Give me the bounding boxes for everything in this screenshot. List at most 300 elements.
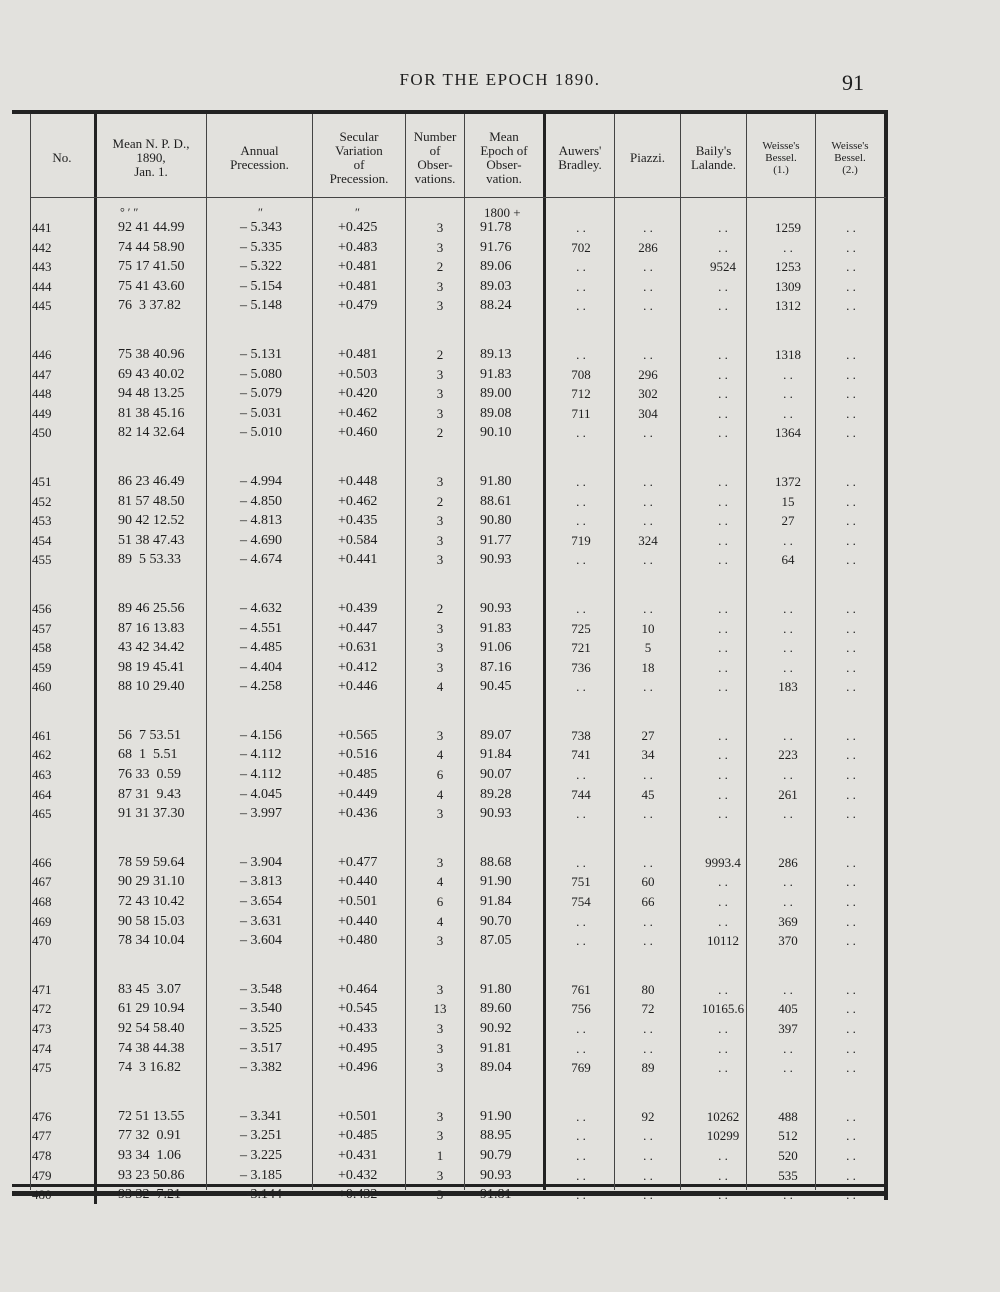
cell-baily: 10112	[706, 933, 740, 949]
cell-annual: – 5.335	[240, 239, 282, 255]
cell-weisse-1: 15	[781, 493, 795, 509]
cell-observations: 3	[436, 239, 444, 255]
cell-epoch: 91.06	[480, 640, 512, 656]
cell-baily: . .	[718, 640, 728, 656]
cell-epoch: 88.24	[480, 298, 512, 314]
cell-weisse-1: 370	[778, 933, 798, 949]
table-row	[0, 1001, 886, 1021]
cell-piazzi: 45	[641, 786, 655, 802]
cell-observations: 3	[436, 659, 444, 675]
cell-number: 477	[32, 1128, 52, 1144]
cell-number: 464	[32, 786, 52, 802]
cell-secular: +0.479	[338, 298, 378, 314]
cell-secular: +0.441	[338, 552, 378, 568]
cell-npd: 74 3 16.82	[118, 1060, 181, 1076]
cell-baily: 10262	[706, 1108, 740, 1124]
cell-weisse-2: . .	[846, 493, 856, 509]
cell-piazzi: . .	[643, 259, 653, 275]
table-body	[0, 220, 886, 1236]
cell-piazzi: . .	[643, 220, 653, 235]
cell-baily: . .	[718, 473, 728, 489]
cell-annual: – 5.010	[240, 425, 282, 441]
cell-npd: 81 57 48.50	[118, 493, 185, 509]
cell-annual: – 4.813	[240, 513, 282, 529]
cell-epoch: 91.90	[480, 1108, 512, 1124]
cell-secular: +0.501	[338, 1108, 378, 1124]
cell-baily: . .	[718, 278, 728, 294]
cell-weisse-2: . .	[846, 1021, 856, 1036]
cell-npd: 74 38 44.38	[118, 1040, 185, 1056]
cell-secular: +0.496	[338, 1060, 378, 1076]
cell-auwers: . .	[576, 259, 586, 275]
cell-observations: 3	[436, 806, 444, 822]
cell-weisse-1: 512	[778, 1128, 798, 1144]
cell-piazzi: 304	[638, 405, 658, 421]
cell-weisse-1: 64	[781, 552, 795, 568]
table-row	[0, 1187, 886, 1207]
cell-epoch: 90.80	[480, 513, 512, 529]
table-row	[0, 367, 886, 387]
cell-npd: 78 59 59.64	[118, 854, 185, 870]
cell-npd: 92 54 58.40	[118, 1021, 185, 1036]
cell-weisse-2: . .	[846, 239, 856, 255]
cell-auwers: . .	[576, 854, 586, 870]
cell-npd: 68 1 5.51	[118, 747, 178, 763]
cell-piazzi: . .	[643, 473, 653, 489]
cell-npd: 72 43 10.42	[118, 894, 185, 910]
cell-piazzi: . .	[643, 298, 653, 314]
cell-epoch: 91.76	[480, 239, 512, 255]
cell-secular: +0.440	[338, 874, 378, 890]
table-row	[0, 386, 886, 406]
cell-secular: +0.631	[338, 640, 378, 656]
row-group	[0, 601, 886, 699]
cell-weisse-1: 223	[778, 747, 798, 763]
header-rule	[30, 197, 886, 198]
cell-epoch: 89.28	[480, 786, 512, 802]
table-row	[0, 874, 886, 894]
cell-epoch: 90.45	[480, 679, 512, 695]
cell-auwers: . .	[576, 806, 586, 822]
cell-auwers: . .	[576, 1147, 586, 1163]
row-group	[0, 220, 886, 318]
cell-number: 442	[32, 239, 52, 255]
table-row	[0, 533, 886, 553]
cell-piazzi: . .	[643, 600, 653, 616]
cell-epoch: 91.81	[480, 1187, 512, 1203]
cell-annual: – 5.154	[240, 278, 282, 294]
cell-piazzi: . .	[643, 552, 653, 568]
table-row	[0, 982, 886, 1002]
cell-number: 469	[32, 913, 52, 929]
cell-weisse-1: 1253	[775, 259, 801, 275]
cell-weisse-1: . .	[783, 1040, 793, 1056]
cell-weisse-1: . .	[783, 640, 793, 656]
cell-weisse-1: . .	[783, 981, 793, 997]
cell-weisse-2: . .	[846, 220, 856, 235]
cell-secular: +0.481	[338, 259, 378, 275]
cell-npd: 69 43 40.02	[118, 366, 185, 382]
cell-baily: . .	[718, 913, 728, 929]
cell-weisse-1: 183	[778, 679, 798, 695]
cell-secular: +0.481	[338, 278, 378, 294]
cell-epoch: 91.78	[480, 220, 512, 235]
cell-auwers: . .	[576, 913, 586, 929]
cell-epoch: 90.79	[480, 1147, 512, 1163]
header-npd: Mean N. P. D., 1890, Jan. 1.	[112, 136, 190, 179]
table-row	[0, 494, 886, 514]
cell-auwers: . .	[576, 1187, 586, 1203]
table-row	[0, 552, 886, 572]
header-epoch: Mean Epoch of Obser- vation.	[480, 129, 528, 186]
cell-weisse-2: . .	[846, 532, 856, 548]
cell-secular: +0.483	[338, 239, 378, 255]
cell-weisse-2: . .	[846, 874, 856, 890]
cell-weisse-2: . .	[846, 1040, 856, 1056]
cell-secular: +0.431	[338, 1147, 378, 1163]
cell-epoch: 89.13	[480, 346, 512, 362]
cell-npd: 89 46 25.56	[118, 600, 185, 616]
cell-piazzi: 72	[641, 1001, 655, 1017]
cell-epoch: 91.80	[480, 981, 512, 997]
cell-auwers: 725	[571, 620, 591, 636]
cell-number: 453	[32, 513, 52, 529]
cell-baily: . .	[718, 1187, 728, 1203]
cell-number: 466	[32, 854, 52, 870]
cell-weisse-2: . .	[846, 913, 856, 929]
cell-secular: +0.462	[338, 405, 378, 421]
cell-weisse-2: . .	[846, 854, 856, 870]
cell-baily: . .	[718, 298, 728, 314]
cell-observations: 2	[436, 600, 444, 616]
cell-secular: +0.446	[338, 679, 378, 695]
cell-baily: . .	[718, 620, 728, 636]
cell-weisse-2: . .	[846, 278, 856, 294]
cell-secular: +0.503	[338, 366, 378, 382]
table-row	[0, 894, 886, 914]
cell-npd: 87 31 9.43	[118, 786, 181, 802]
cell-annual: – 5.148	[240, 298, 282, 314]
cell-piazzi: 302	[638, 386, 658, 402]
cell-weisse-1: 1372	[775, 473, 801, 489]
cell-npd: 90 42 12.52	[118, 513, 185, 529]
cell-epoch: 88.61	[480, 493, 512, 509]
cell-npd: 61 29 10.94	[118, 1001, 185, 1017]
table-row	[0, 767, 886, 787]
cell-observations: 3	[436, 1167, 444, 1183]
row-group	[0, 982, 886, 1080]
cell-piazzi: . .	[643, 1147, 653, 1163]
cell-epoch: 90.92	[480, 1021, 512, 1036]
cell-number: 478	[32, 1147, 52, 1163]
cell-observations: 3	[436, 298, 444, 314]
cell-auwers: 751	[571, 874, 591, 890]
cell-number: 467	[32, 874, 52, 890]
cell-weisse-2: . .	[846, 600, 856, 616]
cell-epoch: 91.83	[480, 366, 512, 382]
table-row	[0, 406, 886, 426]
cell-epoch: 91.84	[480, 747, 512, 763]
cell-weisse-2: . .	[846, 346, 856, 362]
cell-piazzi: . .	[643, 425, 653, 441]
cell-piazzi: 324	[638, 532, 658, 548]
cell-weisse-2: . .	[846, 1001, 856, 1017]
cell-secular: +0.460	[338, 425, 378, 441]
cell-annual: – 3.540	[240, 1001, 282, 1017]
cell-annual: – 4.112	[240, 767, 282, 783]
cell-baily: 10165.6	[701, 1001, 745, 1017]
cell-auwers: 711	[571, 405, 591, 421]
cell-auwers: 756	[571, 1001, 591, 1017]
cell-auwers: 712	[571, 386, 591, 402]
cell-number: 458	[32, 640, 52, 656]
cell-secular: +0.435	[338, 513, 378, 529]
cell-piazzi: . .	[643, 913, 653, 929]
cell-weisse-2: . .	[846, 679, 856, 695]
cell-number: 456	[32, 600, 52, 616]
cell-baily: 10299	[706, 1128, 740, 1144]
unit-npd: ° ′ ″	[120, 205, 139, 219]
cell-weisse-1: . .	[783, 239, 793, 255]
cell-baily: . .	[718, 894, 728, 910]
unit-annual: ″	[258, 205, 263, 219]
cell-number: 449	[32, 405, 52, 421]
cell-auwers: 744	[571, 786, 591, 802]
cell-piazzi: . .	[643, 1040, 653, 1056]
cell-epoch: 89.60	[480, 1001, 512, 1017]
cell-auwers: 736	[571, 659, 591, 675]
cell-auwers: . .	[576, 346, 586, 362]
cell-epoch: 89.04	[480, 1060, 512, 1076]
cell-npd: 83 45 3.07	[118, 981, 181, 997]
cell-observations: 3	[436, 513, 444, 529]
cell-annual: – 4.045	[240, 786, 282, 802]
cell-annual: – 5.322	[240, 259, 282, 275]
cell-weisse-2: . .	[846, 513, 856, 529]
cell-auwers: 721	[571, 640, 591, 656]
cell-weisse-1: 261	[778, 786, 798, 802]
cell-baily: . .	[718, 366, 728, 382]
cell-observations: 4	[436, 874, 444, 890]
cell-annual: – 4.690	[240, 532, 282, 548]
cell-weisse-1: 535	[778, 1167, 798, 1183]
cell-number: 444	[32, 278, 52, 294]
table-row	[0, 1021, 886, 1041]
row-group	[0, 1109, 886, 1207]
cell-npd: 92 41 44.99	[118, 220, 185, 235]
cell-npd: 81 38 45.16	[118, 405, 185, 421]
cell-weisse-2: . .	[846, 298, 856, 314]
cell-weisse-2: . .	[846, 1187, 856, 1203]
cell-secular: +0.436	[338, 806, 378, 822]
cell-auwers: . .	[576, 473, 586, 489]
table-row	[0, 279, 886, 299]
cell-npd: 56 7 53.51	[118, 727, 181, 743]
cell-observations: 6	[436, 894, 444, 910]
cell-number: 479	[32, 1167, 52, 1183]
cell-number: 474	[32, 1040, 52, 1056]
table-row	[0, 1128, 886, 1148]
cell-secular: +0.433	[338, 1021, 378, 1036]
cell-observations: 2	[436, 259, 444, 275]
cell-annual: – 4.551	[240, 620, 282, 636]
cell-piazzi: . .	[643, 1167, 653, 1183]
row-group	[0, 474, 886, 572]
cell-weisse-1: . .	[783, 806, 793, 822]
cell-secular: +0.481	[338, 346, 378, 362]
cell-secular: +0.432	[338, 1167, 378, 1183]
cell-npd: 93 34 1.06	[118, 1147, 181, 1163]
cell-observations: 2	[436, 425, 444, 441]
cell-baily: . .	[718, 981, 728, 997]
cell-secular: +0.447	[338, 620, 378, 636]
cell-secular: +0.545	[338, 1001, 378, 1017]
cell-observations: 13	[433, 1001, 447, 1017]
cell-npd: 94 48 13.25	[118, 386, 185, 402]
cell-npd: 90 29 31.10	[118, 874, 185, 890]
cell-auwers: . .	[576, 425, 586, 441]
cell-secular: +0.485	[338, 767, 378, 783]
page-number: 91	[842, 70, 864, 95]
cell-npd: 78 34 10.04	[118, 933, 185, 949]
cell-observations: 3	[436, 1108, 444, 1124]
cell-weisse-1: . .	[783, 1187, 793, 1203]
cell-weisse-1: 520	[778, 1147, 798, 1163]
cell-weisse-2: . .	[846, 366, 856, 382]
cell-secular: +0.485	[338, 1128, 378, 1144]
cell-weisse-1: 286	[778, 854, 798, 870]
cell-observations: 3	[436, 278, 444, 294]
cell-annual: – 5.079	[240, 386, 282, 402]
cell-annual: – 3.997	[240, 806, 282, 822]
cell-secular: +0.420	[338, 386, 378, 402]
cell-baily: . .	[718, 220, 728, 235]
cell-number: 457	[32, 620, 52, 636]
cell-epoch: 87.16	[480, 659, 512, 675]
table-frame-top	[12, 110, 888, 114]
table-row	[0, 259, 886, 279]
cell-weisse-1: . .	[783, 894, 793, 910]
cell-weisse-2: . .	[846, 659, 856, 675]
cell-baily: . .	[718, 239, 728, 255]
cell-epoch: 89.08	[480, 405, 512, 421]
cell-annual: – 3.904	[240, 854, 282, 870]
cell-weisse-2: . .	[846, 747, 856, 763]
cell-annual: – 4.112	[240, 747, 282, 763]
cell-weisse-2: . .	[846, 1167, 856, 1183]
cell-weisse-2: . .	[846, 552, 856, 568]
cell-secular: +0.449	[338, 786, 378, 802]
header-baily: Baily's Lalande.	[690, 143, 737, 172]
cell-secular: +0.565	[338, 727, 378, 743]
cell-weisse-1: 1312	[775, 298, 801, 314]
cell-baily: . .	[718, 1167, 728, 1183]
cell-weisse-1: . .	[783, 874, 793, 890]
cell-weisse-1: 488	[778, 1108, 798, 1124]
cell-piazzi: 92	[641, 1108, 655, 1124]
cell-observations: 4	[436, 747, 444, 763]
cell-number: 462	[32, 747, 52, 763]
cell-weisse-1: 405	[778, 1001, 798, 1017]
cell-baily: 9524	[710, 259, 736, 275]
cell-piazzi: 5	[644, 640, 652, 656]
cell-npd: 75 41 43.60	[118, 278, 185, 294]
cell-observations: 3	[436, 405, 444, 421]
cell-annual: – 3.548	[240, 981, 282, 997]
cell-number: 461	[32, 727, 52, 743]
cell-secular: +0.439	[338, 600, 378, 616]
header-piazzi: Piazzi.	[629, 150, 665, 165]
cell-number: 468	[32, 894, 52, 910]
cell-epoch: 89.00	[480, 386, 512, 402]
row-group	[0, 728, 886, 826]
cell-npd: 82 14 32.64	[118, 425, 185, 441]
cell-baily: . .	[718, 727, 728, 743]
cell-epoch: 90.93	[480, 1167, 512, 1183]
cell-number: 445	[32, 298, 52, 314]
cell-secular: +0.440	[338, 913, 378, 929]
cell-number: 463	[32, 767, 52, 783]
cell-epoch: 90.93	[480, 600, 512, 616]
cell-auwers: . .	[576, 220, 586, 235]
header-observations: Number of Obser- vations.	[413, 129, 457, 186]
running-head: FOR THE EPOCH 1890.	[399, 70, 601, 89]
cell-secular: +0.464	[338, 981, 378, 997]
cell-observations: 3	[436, 640, 444, 656]
table-row	[0, 787, 886, 807]
cell-annual: – 4.258	[240, 679, 282, 695]
table-row	[0, 1109, 886, 1129]
cell-npd: 86 23 46.49	[118, 473, 185, 489]
cell-weisse-2: . .	[846, 405, 856, 421]
cell-weisse-2: . .	[846, 1147, 856, 1163]
cell-weisse-1: 27	[781, 513, 795, 529]
cell-epoch: 91.90	[480, 874, 512, 890]
cell-piazzi: . .	[643, 767, 653, 783]
cell-secular: +0.412	[338, 659, 378, 675]
table-row	[0, 220, 886, 240]
cell-baily: . .	[718, 767, 728, 783]
cell-observations: 2	[436, 493, 444, 509]
table-row	[0, 914, 886, 934]
cell-npd: 75 38 40.96	[118, 346, 185, 362]
cell-observations: 3	[436, 220, 444, 235]
cell-npd: 88 10 29.40	[118, 679, 185, 695]
cell-observations: 3	[436, 1040, 444, 1056]
cell-weisse-2: . .	[846, 727, 856, 743]
cell-annual: – 4.632	[240, 600, 282, 616]
cell-baily: . .	[718, 513, 728, 529]
row-group	[0, 347, 886, 445]
cell-piazzi: 296	[638, 366, 658, 382]
cell-observations: 3	[436, 981, 444, 997]
table-row	[0, 1148, 886, 1168]
cell-baily: 9993.4	[705, 854, 741, 870]
cell-weisse-1: . .	[783, 386, 793, 402]
cell-piazzi: . .	[643, 679, 653, 695]
cell-weisse-1: . .	[783, 727, 793, 743]
unit-epoch: 1800 +	[484, 205, 521, 220]
cell-weisse-1: . .	[783, 620, 793, 636]
cell-piazzi: . .	[643, 1021, 653, 1036]
cell-number: 448	[32, 386, 52, 402]
cell-piazzi: . .	[643, 278, 653, 294]
cell-number: 454	[32, 532, 52, 548]
table-row	[0, 240, 886, 260]
cell-auwers: 754	[571, 894, 591, 910]
cell-piazzi: . .	[643, 806, 653, 822]
cell-auwers: . .	[576, 1021, 586, 1036]
